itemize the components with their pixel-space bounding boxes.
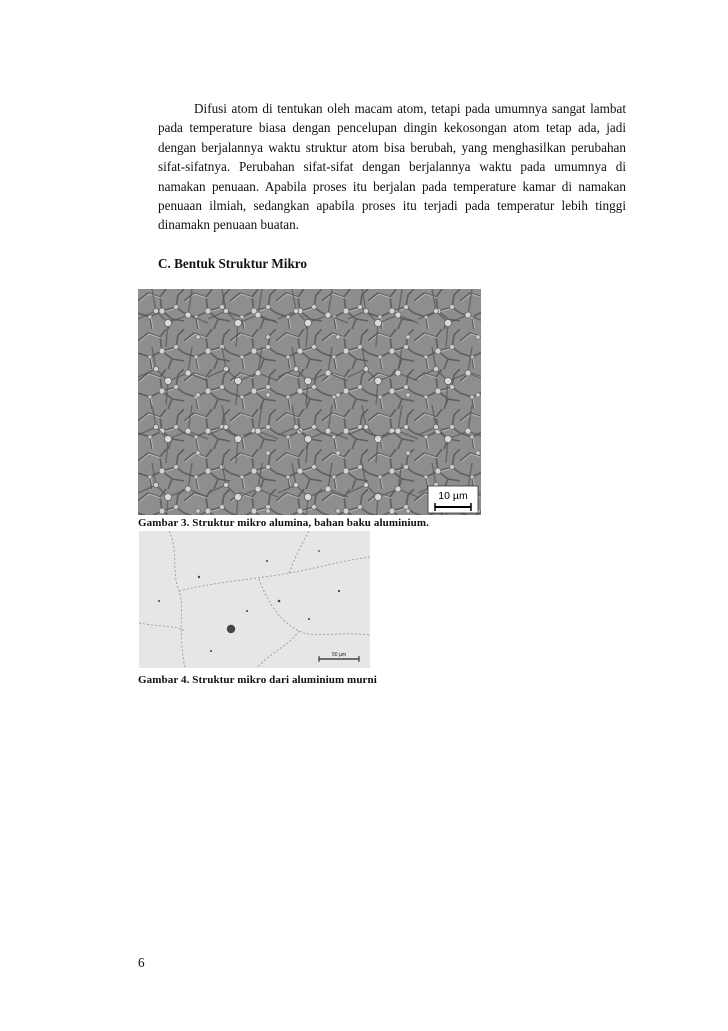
aluminium-microstructure-image: [139, 531, 370, 668]
figure-4-caption: Gambar 4. Struktur mikro dari aluminium murni: [138, 674, 377, 686]
scale-bar-label: 50 µm: [332, 652, 346, 658]
figure-3-caption: Gambar 3. Struktur mikro alumina, bahan baku aluminium.: [138, 517, 429, 529]
section-heading: C. Bentuk Struktur Mikro: [158, 256, 307, 271]
scale-bar: [428, 486, 478, 513]
alumina-microstructure-image: [138, 289, 481, 515]
body-paragraph: Difusi atom di tentukan oleh macam atom, tetapi pada umumnya sangat lambat pada temperature biasa dengan pencelupan dingin kekosongan atom tetap ada, jadi dengan berjalannya waktu struktur atom bisa berubah, yang menghasilkan perubahan sifat-sifatnya. Perubahan sifat-sifat dengan berjalannya waktu pada umumnya di namakan penuaan. Apabila proses itu berjalan pada temperature kamar di namakan penuaan ilmiah, sedangkan apabila proses itu terjadi pada temperatur lebih tinggi dinamakn penuaan buatan.: [158, 101, 626, 233]
scale-bar-label: 10 µm: [438, 490, 468, 502]
page-number: 6: [138, 955, 145, 970]
